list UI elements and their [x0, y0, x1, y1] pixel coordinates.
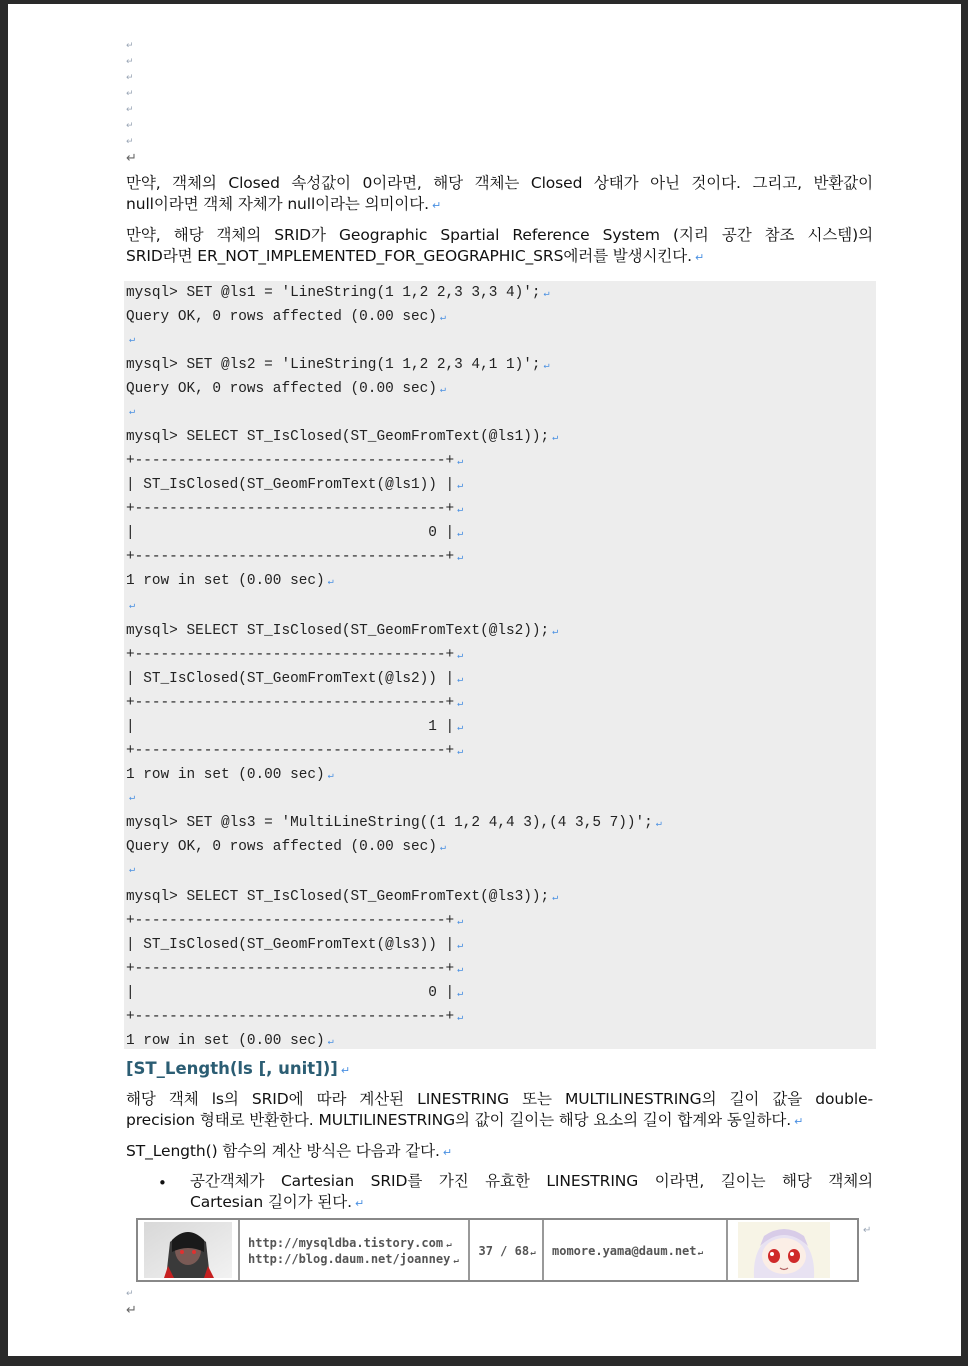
paragraph-mark: ↵	[457, 941, 464, 952]
footer-url-1[interactable]: http://mysqldba.tistory.com ↵	[248, 1236, 452, 1250]
code-line	[126, 382, 446, 396]
code-text: +------------------------------------+	[126, 453, 455, 469]
paragraph-mark: ↵	[457, 675, 464, 686]
paragraph-mark: ↵	[439, 313, 446, 324]
code-line	[126, 862, 135, 876]
footer-right-image-cell	[728, 1220, 857, 1280]
code-line	[126, 696, 463, 710]
code-line	[126, 790, 135, 804]
code-line	[126, 890, 558, 904]
paragraph-st-length-desc	[126, 1089, 873, 1132]
paragraph-mark: ↵	[457, 917, 464, 928]
paragraph-mark: ↵	[457, 1013, 464, 1024]
code-line	[126, 404, 135, 418]
code-text: +------------------------------------+	[126, 961, 455, 977]
paragraph-mark: ↵	[126, 1289, 134, 1299]
code-line	[126, 986, 463, 1000]
paragraph-mark: ↵	[457, 699, 464, 710]
code-line	[126, 744, 463, 758]
text-line: SRID라면 ER_NOT_IMPLEMENTED_FOR_GEOGRAPHIC_SRS에러를 발생시킨다. ↵	[126, 247, 705, 265]
code-line	[126, 816, 662, 830]
code-line	[126, 454, 463, 468]
code-text: +------------------------------------+	[126, 1009, 455, 1025]
footer-urls-cell	[240, 1220, 470, 1280]
code-text: Query OK, 0 rows affected (0.00 sec)	[126, 839, 437, 855]
code-line	[126, 1010, 463, 1024]
code-line	[126, 672, 463, 686]
code-text: | ST_IsClosed(ST_GeomFromText(@ls3)) |	[126, 937, 455, 953]
bullet-icon: •	[158, 1174, 167, 1192]
footer-url-2[interactable]: http://blog.daum.net/joanney ↵	[248, 1252, 459, 1266]
code-text: Query OK, 0 rows affected (0.00 sec)	[126, 381, 437, 397]
paragraph-mark: ↵	[552, 627, 559, 638]
code-text: mysql> SELECT ST_IsClosed(ST_GeomFromText(@ls2));	[126, 623, 550, 639]
paragraph-mark: ↵	[655, 819, 662, 830]
code-line	[126, 526, 463, 540]
avatar-dark-icon	[144, 1222, 232, 1278]
code-line	[126, 598, 135, 612]
text-line: 만약, 해당 객체의 SRID가 Geographic Spartial Reference System (지리 공간 참조 시스템)의	[126, 226, 873, 244]
paragraph-mark: ↵	[126, 1303, 137, 1318]
paragraph-mark: ↵	[126, 137, 134, 147]
code-text: +------------------------------------+	[126, 913, 455, 929]
code-line	[126, 624, 558, 638]
code-line	[126, 478, 463, 492]
paragraph-mark: ↵	[327, 577, 334, 588]
paragraph-mark: ↵	[543, 289, 550, 300]
footer-page-cell	[470, 1220, 544, 1280]
code-text: | 0 |	[126, 525, 455, 541]
text-line: Cartesian 길이가 된다. ↵	[190, 1193, 365, 1211]
code-text: | ST_IsClosed(ST_GeomFromText(@ls1)) |	[126, 477, 455, 493]
footer-email[interactable]: momore.yama@daum.net↵	[552, 1244, 703, 1258]
paragraph-mark: ↵	[126, 121, 134, 131]
code-line	[126, 840, 446, 854]
text-line: null이라면 객체 자체가 null이라는 의미이다. ↵	[126, 195, 442, 213]
code-line	[126, 768, 334, 782]
section-heading: [ST_Length(ls [, unit])] ↵	[126, 1059, 351, 1078]
code-text: 1 row in set (0.00 sec)	[126, 1033, 325, 1049]
paragraph-mark: ↵	[457, 553, 464, 564]
code-text: Query OK, 0 rows affected (0.00 sec)	[126, 309, 437, 325]
code-line	[126, 1034, 334, 1048]
code-line	[126, 914, 463, 928]
paragraph-mark: ↵	[327, 771, 334, 782]
paragraph-mark: ↵	[457, 723, 464, 734]
avatar-cute-icon	[738, 1222, 830, 1278]
paragraph-srid-note	[126, 225, 873, 268]
code-line	[126, 648, 463, 662]
paragraph-mark: ↵	[457, 505, 464, 516]
text-line: 공간객체가 Cartesian SRID를 가진 유효한 LINESTRING 이라면, 길이는 해당 객체의	[190, 1172, 873, 1190]
paragraph-mark: ↵	[457, 747, 464, 758]
code-text: +------------------------------------+	[126, 549, 455, 565]
code-text: mysql> SET @ls2 = 'LineString(1 1,2 2,3 4,1 1)';	[126, 357, 541, 373]
paragraph-closed-note	[126, 173, 873, 216]
code-text: | ST_IsClosed(ST_GeomFromText(@ls2)) |	[126, 671, 455, 687]
paragraph-mark: ↵	[129, 407, 136, 418]
paragraph-mark: ↵	[457, 989, 464, 1000]
paragraph-mark: ↵	[327, 1037, 334, 1048]
paragraph-mark: ↵	[126, 73, 134, 83]
code-line	[126, 962, 463, 976]
paragraph-mark: ↵	[439, 385, 446, 396]
paragraph-mark: ↵	[129, 335, 136, 346]
paragraph-mark: ↵	[129, 865, 136, 876]
paragraph-mark: ↵	[457, 651, 464, 662]
text-line: precision 형태로 반환한다. MULTILINESTRING의 값이 길이는 해당 요소의 길이 합계와 동일하다. ↵	[126, 1111, 804, 1129]
paragraph-mark: ↵	[126, 41, 134, 51]
code-text: mysql> SET @ls1 = 'LineString(1 1,2 2,3 3,3 4)';	[126, 285, 541, 301]
code-text: 1 row in set (0.00 sec)	[126, 573, 325, 589]
paragraph-mark: ↵	[863, 1225, 872, 1236]
code-text: +------------------------------------+	[126, 647, 455, 663]
code-text: +------------------------------------+	[126, 501, 455, 517]
paragraph-mark: ↵	[457, 457, 464, 468]
code-text: +------------------------------------+	[126, 743, 455, 759]
paragraph-mark: ↵	[457, 529, 464, 540]
paragraph-mark: ↵	[126, 151, 137, 166]
text-line: 해당 객체 ls의 SRID에 따라 계산된 LINESTRING 또는 MULTILINESTRING의 길이 값을 double-	[126, 1090, 873, 1108]
paragraph-calc-method	[126, 1141, 873, 1163]
code-line	[126, 310, 446, 324]
paragraph-mark: ↵	[457, 481, 464, 492]
code-text: | 0 |	[126, 985, 455, 1001]
bullet-item	[190, 1171, 873, 1214]
footer-left-image-cell	[138, 1220, 240, 1280]
paragraph-mark: ↵	[126, 57, 134, 67]
code-line	[126, 574, 334, 588]
text-line: ST_Length() 함수의 계산 방식은 다음과 같다. ↵	[126, 1142, 452, 1160]
paragraph-mark: ↵	[439, 843, 446, 854]
code-text: mysql> SELECT ST_IsClosed(ST_GeomFromText(@ls1));	[126, 429, 550, 445]
code-text: | 1 |	[126, 719, 455, 735]
code-line	[126, 938, 463, 952]
code-line	[126, 720, 463, 734]
paragraph-mark: ↵	[129, 601, 136, 612]
paragraph-mark: ↵	[126, 105, 134, 115]
document-page	[8, 4, 961, 1356]
code-text: mysql> SELECT ST_IsClosed(ST_GeomFromText(@ls3));	[126, 889, 550, 905]
code-block	[124, 281, 876, 1049]
code-line	[126, 502, 463, 516]
code-text: 1 row in set (0.00 sec)	[126, 767, 325, 783]
paragraph-mark: ↵	[129, 793, 136, 804]
paragraph-mark: ↵	[552, 893, 559, 904]
code-text: mysql> SET @ls3 = 'MultiLineString((1 1,2 4,4 3),(4 3,5 7))';	[126, 815, 653, 831]
page-footer	[136, 1218, 859, 1282]
code-line	[126, 430, 558, 444]
code-line	[126, 286, 550, 300]
code-line	[126, 550, 463, 564]
paragraph-mark: ↵	[552, 433, 559, 444]
code-text: +------------------------------------+	[126, 695, 455, 711]
page-number: 37 / 68↵	[478, 1244, 536, 1258]
paragraph-mark: ↵	[457, 965, 464, 976]
paragraph-mark: ↵	[126, 89, 134, 99]
text-line: 만약, 객체의 Closed 속성값이 0이라면, 해당 객체는 Closed 상태가 아닌 것이다. 그리고, 반환값이	[126, 174, 873, 192]
footer-email-cell	[544, 1220, 728, 1280]
paragraph-mark: ↵	[543, 361, 550, 372]
code-line	[126, 332, 135, 346]
code-line	[126, 358, 550, 372]
